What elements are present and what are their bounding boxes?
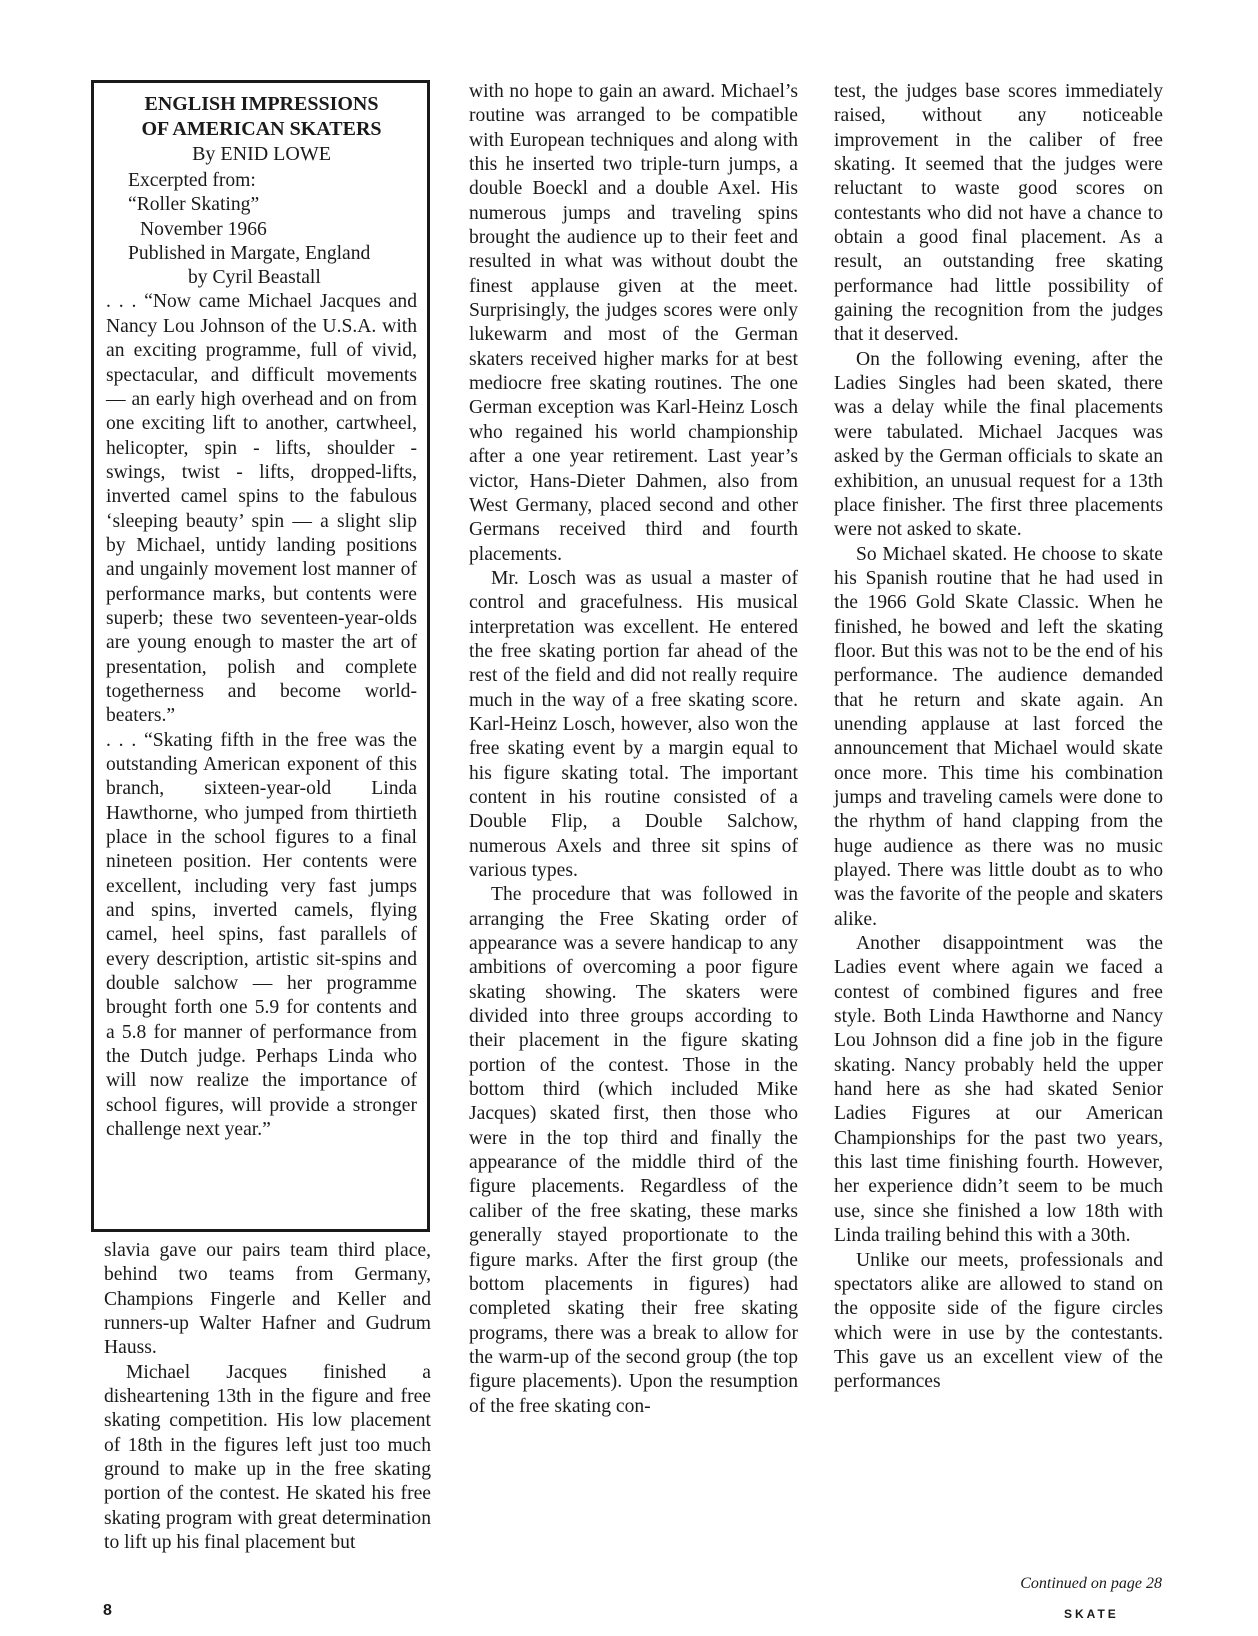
continued-note: Continued on page 28	[1020, 1575, 1162, 1592]
paragraph: test, the judges base scores immediately raised, without any noticeable improvement in the caliber of free skating. It seemed that the judges were reluctant to waste good scores on contestants who did not have a chance to obtain a good final placement. As a result, an outstanding free skating performance had little possibility of gaining the recognition from the judges that it deserved.	[834, 81, 1163, 346]
paragraph: with no hope to gain an award. Michael’s routine was arranged to be compatible with European techniques and along with this he inserted two triple-turn jumps, a double Boeckl and a double Axel. His numerous jumps and traveling spins brought the audience up to their feet and resulted in what was without doubt the finest applause given at the meet. Surprisingly, the judges scores were only lukewarm and most of the German skaters received higher marks for at best mediocre free skating routines. The one German exception was Karl-Heinz Losch who regained his world championship after a one year retirement. Last year’s victor, Hans-Dieter Dahmen, also from West Germany, placed second and other Germans received third and fourth placements.	[469, 81, 798, 565]
source-line: November 1966	[140, 218, 267, 240]
page-number: 8	[103, 1602, 112, 1619]
article-title-line-1: ENGLISH IMPRESSIONS	[144, 93, 379, 115]
paragraph: On the following evening, after the Ladies Singles had been skated, there was a delay while the final placements were tabulated. Michael Jacques was asked by the German officials to skate an exhibition, an unusual request for a 13th place finisher. The first three placements were not asked to skate.	[834, 348, 1163, 541]
sidebar-quote: . . . “Now came Michael Jacques and Nancy Lou Johnson of the U.S.A. with an exciting programme, full of vivid, spectacular, and difficult movements — an early high overhead and on from one exciting lift to another, cartwheel, helicopter, spin - lifts, shoulder - swings, twist - lifts, dropped-lifts, inverted camel spins to the fabulous ‘sleeping beauty’ spin — a slight slip by Michael, untidy landing positions and ungainly movement lost manner of performance marks, but contents were superb; these two seventeen-year-olds are young enough to master the art of presentation, polish and complete togetherness and become world-beaters.”	[106, 291, 417, 727]
column-3	[834, 80, 1163, 1395]
magazine-name: SKATE	[1064, 1607, 1119, 1621]
paragraph: So Michael skated. He choose to skate his Spanish routine that he had used in the 1966 Gold Skate Classic. When he finished, he bowed and left the skating floor. But this was not to be the end of his performance. The audience demanded that he return and skate again. An unending applause at last forced the announcement that Michael would skate once more. This time his combination jumps and traveling camels were done to the rhythm of hand clapping from the huge audience as there was no music played. There was little doubt as to who was the favorite of the people and skaters alike.	[834, 543, 1163, 930]
source-line: Excerpted from:	[128, 170, 256, 191]
article-title-line-2: OF AMERICAN SKATERS	[141, 118, 382, 140]
paragraph: slavia gave our pairs team third place, behind two teams from Germany, Champions Fingerle and Keller and runners-up Walter Hafner and Gudrum Hauss.	[104, 1240, 431, 1359]
source-line: Published in Margate, England	[128, 242, 371, 264]
source-line: by Cyril Beastall	[188, 267, 321, 289]
column-2	[469, 80, 798, 1419]
paragraph: The procedure that was followed in arranging the Free Skating order of appearance was a severe handicap to any ambitions of overcoming a poor figure skating showing. The skaters were divided into three groups according to their placement in the figure skating portion of the contest. Those in the bottom third (which included Mike Jacques) skated first, then those who were in the top third and finally the appearance of the middle third of the figure placements. Regardless of the caliber of the free skating, these marks generally stayed proportionate to the figure marks. After the first group (the bottom placements in figures) had completed skating their free skating programs, there was a break to allow for the warm-up of the second group (the top figure placements). Upon the resumption of the free skating con-	[469, 884, 798, 1417]
paragraph: Another disappointment was the Ladies event where again we faced a contest of combined figures and free style. Both Linda Hawthorne and Nancy Lou Johnson did a fine job in the figure skating. Nancy probably held the upper hand here as she had skated Senior Ladies Figures at our American Championships for the past two years, this last time finishing fourth. However, her experience didn’t seem to be much use, since she finished a low 18th with Linda trailing behind this with a 30th.	[834, 933, 1163, 1247]
paragraph: Unlike our meets, professionals and spectators alike are allowed to stand on the opposite side of the figure circles which were in use by the contestants. This gave us an excellent view of the performances	[834, 1249, 1163, 1393]
sidebar-quote: . . . “Skating fifth in the free was the outstanding American exponent of this branch, sixteen-year-old Linda Hawthorne, who jumped from thirtieth place in the school figures to a final nineteen position. Her contents were excellent, including very fast jumps and spins, inverted camels, flying camel, heel spins, fast parallels of every description, artistic sit-spins and double salchow — her programme brought forth one 5.9 for contents and a 5.8 for manner of performance from the Dutch judge. Perhaps Linda who will now realize the importance of school figures, will provide a stronger challenge next year.”	[106, 729, 417, 1141]
column-1	[104, 1239, 431, 1555]
sidebar-box	[91, 80, 430, 1232]
byline: By ENID LOWE	[192, 143, 331, 165]
paragraph: Mr. Losch was as usual a master of control and gracefulness. His musical interpretation was excellent. He entered the free skating portion far ahead of the rest of the field and did not really require much in the way of a free skating score. Karl-Heinz Losch, however, also won the free skating event by a margin equal to his figure skating total. The important content in his routine consisted of a Double Flip, a Double Salchow, numerous Axels and three sit spins of various types.	[469, 567, 798, 881]
source-line: “Roller Skating”	[128, 194, 260, 216]
paragraph: Michael Jacques finished a disheartening 13th in the figure and free skating competition. His low placement of 18th in the figures left just too much ground to make up in the free skating portion of the contest. He skated his free skating program with great determination to lift up his final placement but	[104, 1361, 431, 1554]
